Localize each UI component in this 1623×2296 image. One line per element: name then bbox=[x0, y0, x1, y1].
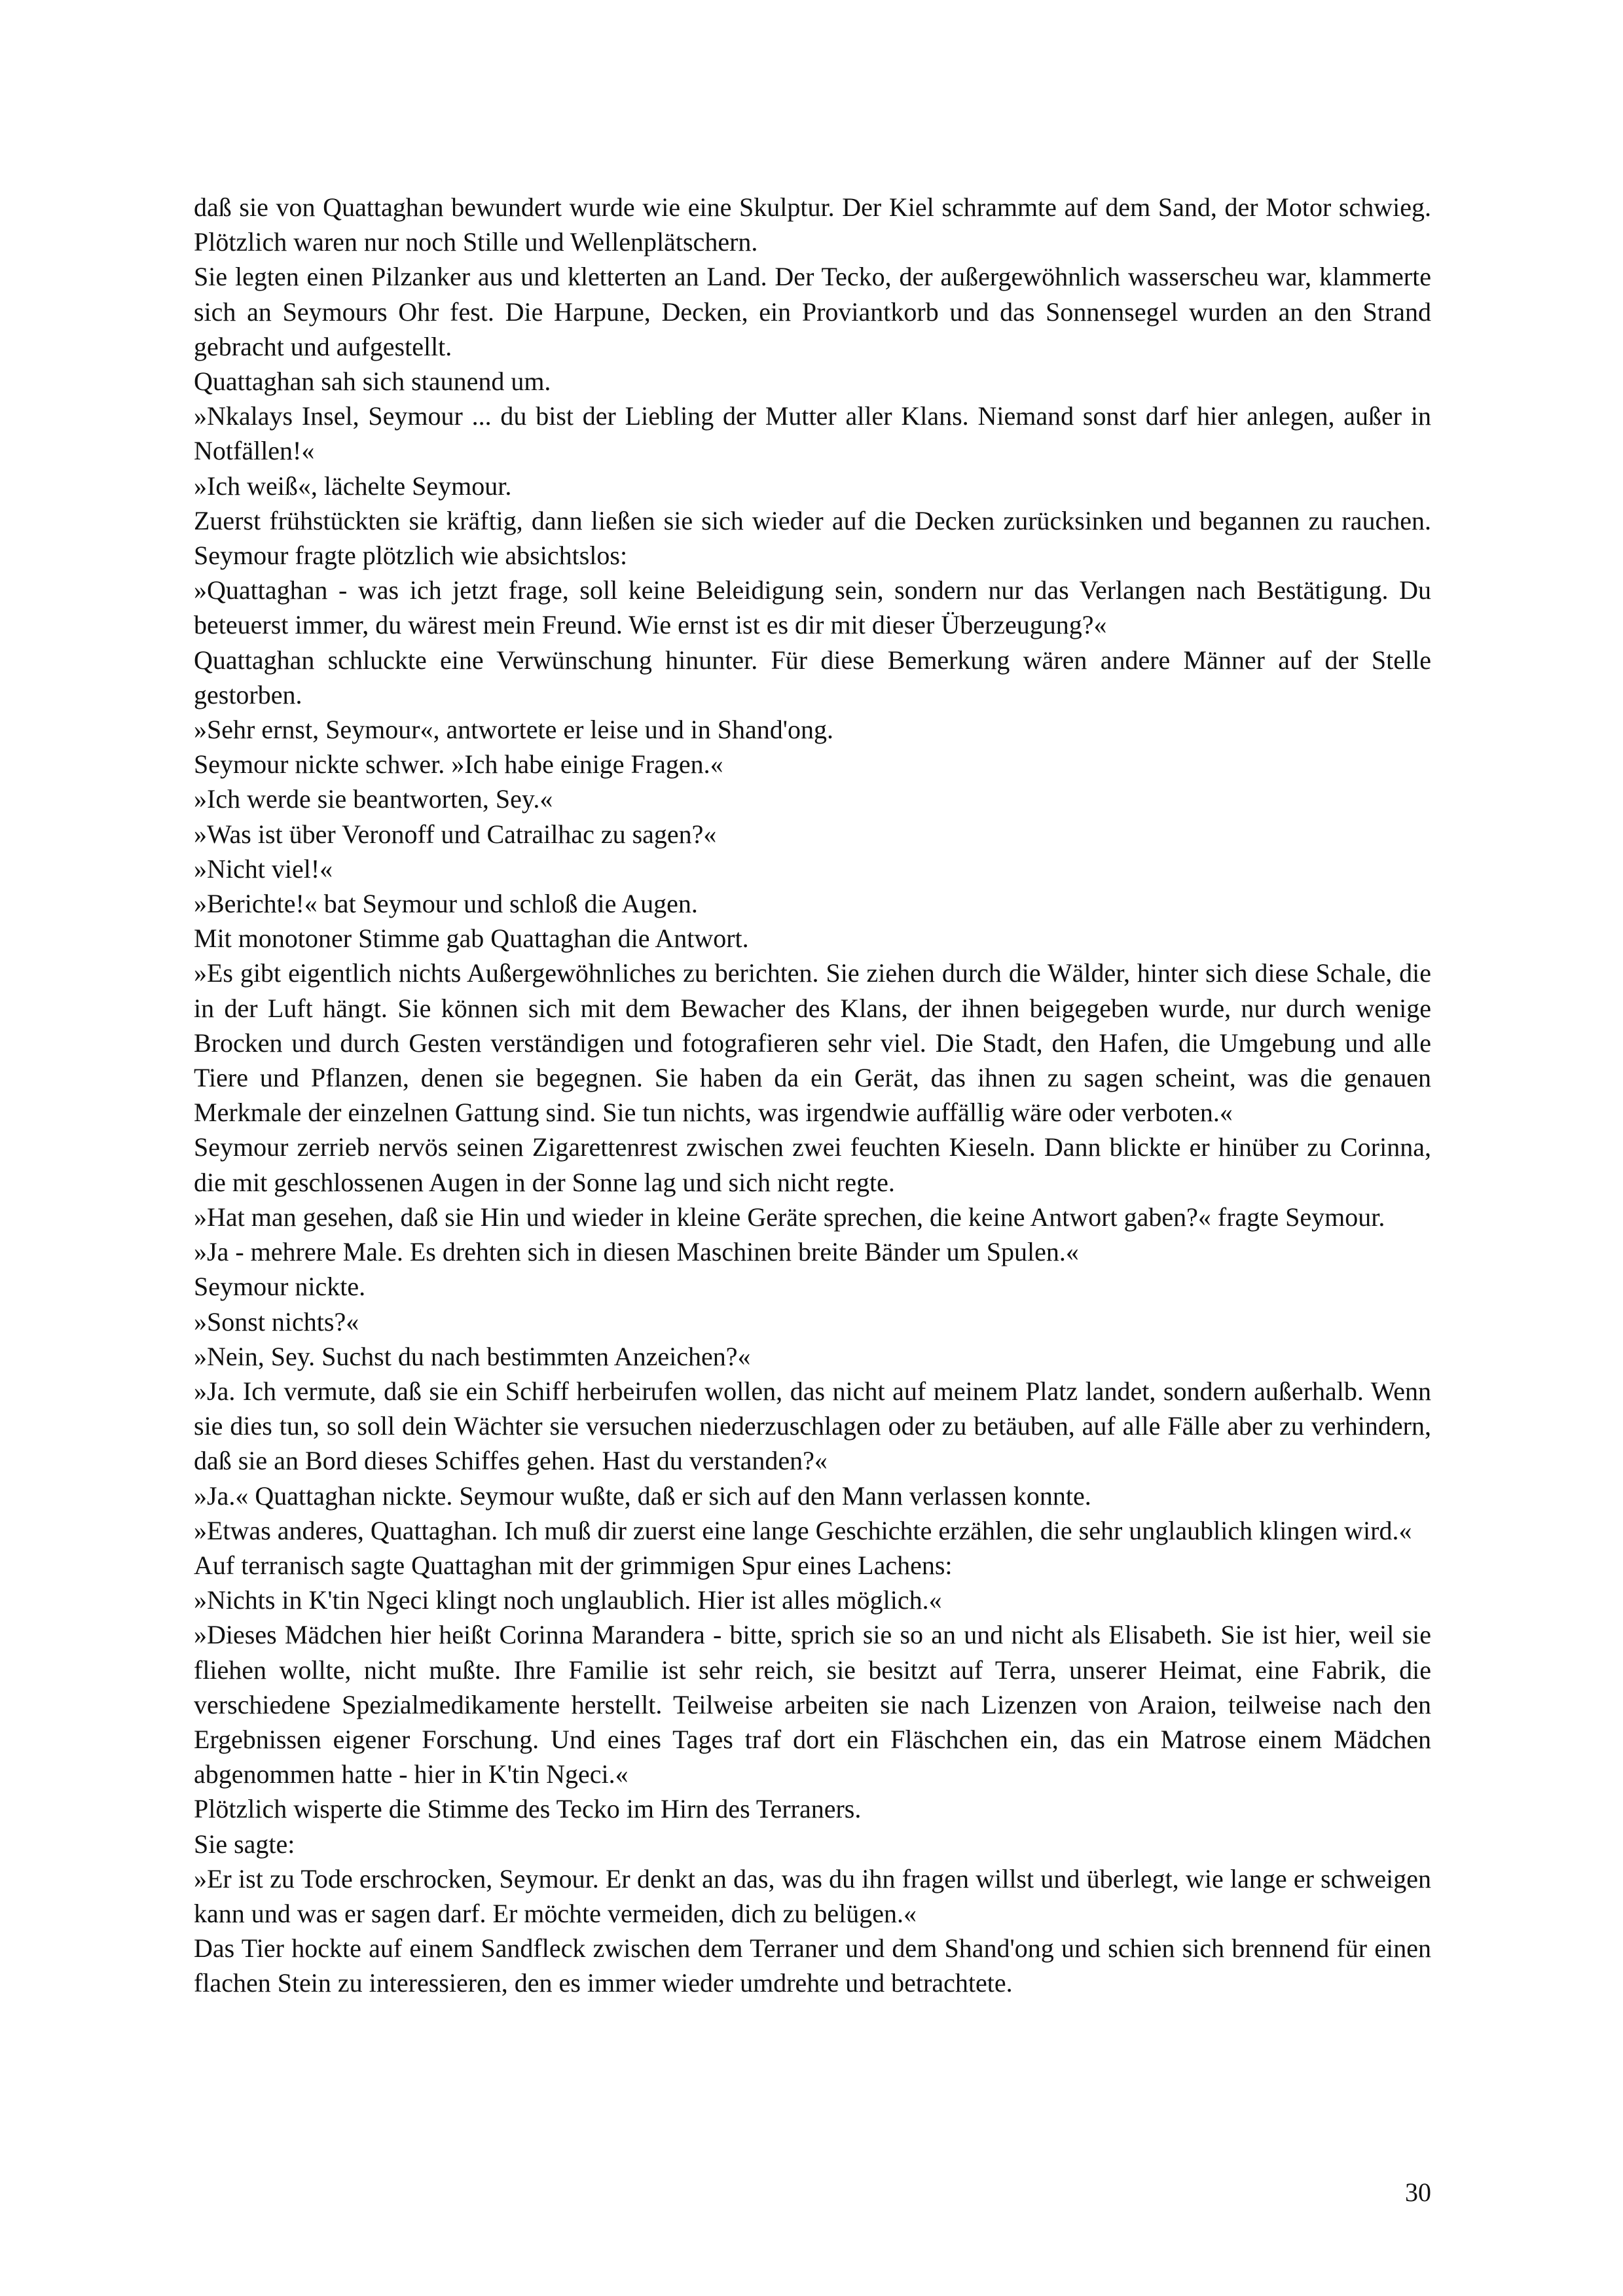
paragraph: »Quattaghan - was ich jetzt frage, soll keine Beleidigung sein, sondern nur das Verlangen nach Bestätigung. Du beteuerst immer, du wärest mein Freund. Wie ernst ist es dir mit dieser Überzeugung?« bbox=[194, 575, 1431, 640]
paragraph: Plötzlich wisperte die Stimme des Tecko im Hirn des Terraners. bbox=[194, 1794, 862, 1824]
paragraph: Seymour nickte. bbox=[194, 1272, 366, 1302]
paragraph: »Ich weiß«, lächelte Seymour. bbox=[194, 471, 512, 501]
paragraph: Auf terranisch sagte Quattaghan mit der grimmigen Spur eines Lachens: bbox=[194, 1550, 953, 1580]
paragraph: »Er ist zu Tode erschrocken, Seymour. Er denkt an das, was du ihn fragen willst und überlegt, wie lange er schweigen kann und was er sagen darf. Er möchte vermeiden, dich zu belügen.« bbox=[194, 1863, 1431, 1928]
paragraph: »Etwas anderes, Quattaghan. Ich muß dir zuerst eine lange Geschichte erzählen, die sehr unglaublich klingen wird.« bbox=[194, 1515, 1412, 1545]
paragraph: »Dieses Mädchen hier heißt Corinna Marandera - bitte, sprich sie so an und nicht als Elisabeth. Sie ist hier, weil sie fliehen wollte, nicht mußte. Ihre Familie ist sehr reich, sie besitzt auf Terra, unserer Heimat, eine Fabrik, die verschiedene Spezialmedikamente herstellt. Teilweise arbeiten sie nach Lizenzen von Araion, teilweise nach den Ergebnissen eigener Forschung. Und eines Tages traf dort ein Fläschchen ein, das ein Matrose einem Mädchen abgenommen hatte - hier in K'tin Ngeci.« bbox=[194, 1620, 1431, 1789]
paragraph: Mit monotoner Stimme gab Quattaghan die Antwort. bbox=[194, 924, 749, 954]
paragraph: »Was ist über Veronoff und Catrailhac zu sagen?« bbox=[194, 819, 717, 849]
paragraph: »Nichts in K'tin Ngeci klingt noch unglaublich. Hier ist alles möglich.« bbox=[194, 1585, 942, 1615]
paragraph: »Ich werde sie beantworten, Sey.« bbox=[194, 784, 553, 814]
paragraph: »Sonst nichts?« bbox=[194, 1306, 359, 1336]
paragraph: »Hat man gesehen, daß sie Hin und wieder in kleine Geräte sprechen, die keine Antwort gaben?« fragte Seymour. bbox=[194, 1202, 1385, 1232]
paragraph: »Ja.« Quattaghan nickte. Seymour wußte, daß er sich auf den Mann verlassen konnte. bbox=[194, 1480, 1091, 1511]
paragraph: Quattaghan schluckte eine Verwünschung hinunter. Für diese Bemerkung wären andere Männer auf der Stelle gestorben. bbox=[194, 645, 1431, 709]
paragraph: Sie legten einen Pilzanker aus und kletterten an Land. Der Tecko, der außergewöhnlich wasserscheu war, klammerte sich an Seymours Ohr fest. Die Harpune, Decken, ein Proviantkorb und das Sonnensegel wurden an den Strand gebracht und aufgestellt. bbox=[194, 262, 1431, 361]
paragraph: »Sehr ernst, Seymour«, antwortete er leise und in Shand'ong. bbox=[194, 715, 834, 745]
paragraph: »Nicht viel!« bbox=[194, 853, 333, 884]
paragraph: »Ja - mehrere Male. Es drehten sich in diesen Maschinen breite Bänder um Spulen.« bbox=[194, 1237, 1079, 1267]
paragraph: Sie sagte: bbox=[194, 1829, 295, 1859]
paragraph: Quattaghan sah sich staunend um. bbox=[194, 367, 551, 397]
paragraph: »Es gibt eigentlich nichts Außergewöhnliches zu berichten. Sie ziehen durch die Wälder, hinter sich diese Schale, die in der Luft hängt. Sie können sich mit dem Bewacher des Klans, der ihnen beigegeben wurde, nur durch wenige Brocken und durch Gesten verständigen und fotografieren sehr viel. Die Stadt, den Hafen, die Umgebung und alle Tiere und Pflanzen, denen sie begegnen. Sie haben da ein Gerät, das ihnen zu sagen scheint, was die genauen Merkmale der einzelnen Gattung sind. Sie tun nichts, was irgendwie auffällig wäre oder verboten.« bbox=[194, 958, 1431, 1128]
paragraph: daß sie von Quattaghan bewundert wurde wie eine Skulptur. Der Kiel schrammte auf dem Sand, der Motor schwieg. Plötzlich waren nur noch Stille und Wellenplätschern. bbox=[194, 192, 1431, 257]
body-text bbox=[194, 190, 1431, 2001]
paragraph: »Ja. Ich vermute, daß sie ein Schiff herbeirufen wollen, das nicht auf meinem Platz landet, sondern außerhalb. Wenn sie dies tun, so soll dein Wächter sie versuchen niederzuschlagen oder zu betäuben, auf alle Fälle aber zu verhindern, daß sie an Bord dieses Schiffes gehen. Hast du verstanden?« bbox=[194, 1376, 1431, 1476]
paragraph: Seymour nickte schwer. »Ich habe einige Fragen.« bbox=[194, 749, 723, 780]
page-number: 30 bbox=[1405, 2178, 1431, 2207]
paragraph: Zuerst frühstückten sie kräftig, dann ließen sie sich wieder auf die Decken zurücksinken und begannen zu rauchen. Seymour fragte plötzlich wie absichtslos: bbox=[194, 505, 1431, 571]
paragraph: Das Tier hockte auf einem Sandfleck zwischen dem Terraner und dem Shand'ong und schien sich brennend für einen flachen Stein zu interessieren, den es immer wieder umdrehte und betrachtete. bbox=[194, 1933, 1431, 1998]
paragraph: »Nein, Sey. Suchst du nach bestimmten Anzeichen?« bbox=[194, 1341, 751, 1371]
paragraph: »Berichte!« bat Seymour und schloß die Augen. bbox=[194, 889, 698, 919]
paragraph: Seymour zerrieb nervös seinen Zigarettenrest zwischen zwei feuchten Kieseln. Dann blickte er hinüber zu Corinna, die mit geschlossenen Augen in der Sonne lag und sich nicht regte. bbox=[194, 1132, 1431, 1197]
paragraph: »Nkalays Insel, Seymour ... du bist der Liebling der Mutter aller Klans. Niemand sonst darf hier anlegen, außer in Notfällen!« bbox=[194, 401, 1431, 466]
